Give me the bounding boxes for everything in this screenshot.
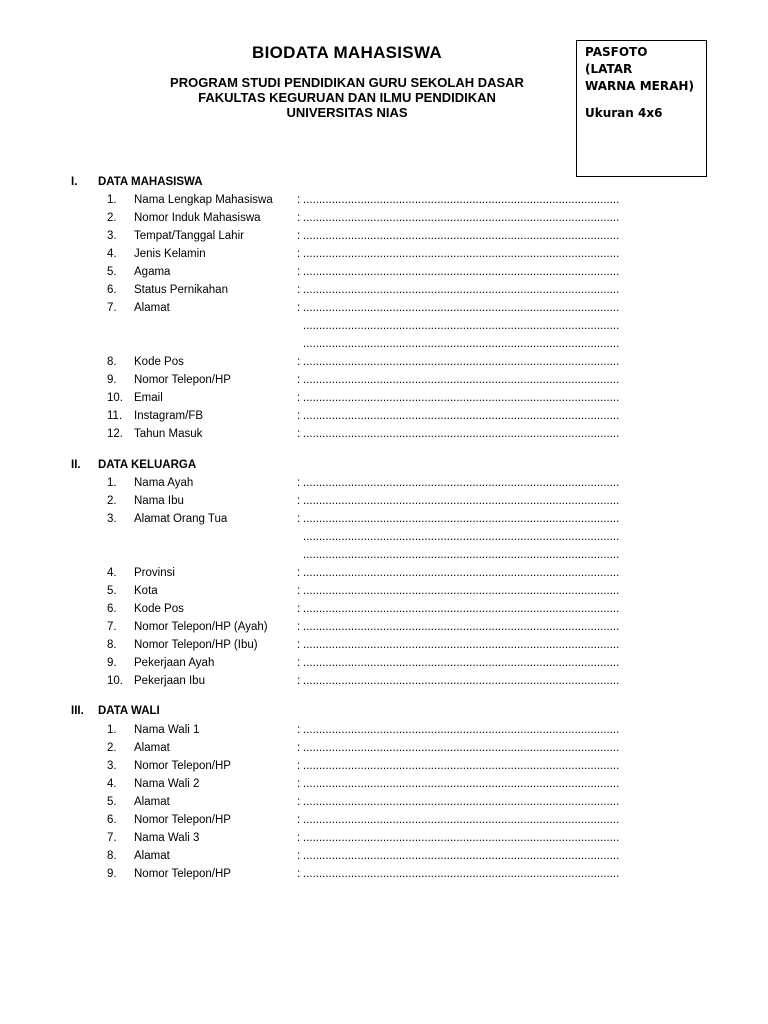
field-label: Nama Lengkap Mahasiswa [134, 194, 273, 206]
field-colon: : [297, 621, 301, 633]
field-colon: : [297, 868, 301, 880]
subtitle-line-university: UNIVERSITAS NIAS [286, 105, 408, 120]
field-number: 10. [107, 675, 123, 687]
field-number: 3. [107, 513, 117, 525]
field-number: 9. [107, 868, 117, 880]
fill-in-dotted-line[interactable]: ................................................................................................... [303, 374, 620, 386]
field-label: Jenis Kelamin [134, 248, 206, 260]
fill-in-dotted-line[interactable]: ................................................................................................... [303, 392, 620, 404]
field-label: Nomor Telepon/HP (Ibu) [134, 639, 258, 651]
fill-in-dotted-line[interactable]: ................................................................................................... [303, 639, 620, 651]
field-label: Nomor Telepon/HP [134, 814, 231, 826]
fill-in-dotted-line[interactable]: ................................................................................................... [303, 657, 620, 669]
section-number: I. [71, 176, 78, 188]
field-label: Nomor Telepon/HP [134, 374, 231, 386]
field-label: Nama Ayah [134, 477, 194, 489]
section-heading-wali [71, 705, 160, 717]
photo-label-line2: WARNA MERAH) [585, 79, 694, 93]
field-label: Nomor Telepon/HP [134, 868, 231, 880]
field-colon: : [297, 760, 301, 772]
section-number: II. [71, 459, 81, 471]
field-label: Instagram/FB [134, 410, 204, 422]
field-colon: : [297, 850, 301, 862]
fill-in-dotted-line[interactable]: ................................................................................................... [303, 266, 620, 278]
fill-in-dotted-line[interactable]: ................................................................................................... [303, 567, 620, 579]
field-label: Tempat/Tanggal Lahir [134, 230, 244, 242]
field-number: 4. [107, 248, 117, 260]
field-label: Alamat [134, 850, 170, 862]
field-number: 7. [107, 832, 117, 844]
field-label: Nomor Telepon/HP (Ayah) [134, 621, 268, 633]
field-colon: : [297, 796, 301, 808]
field-colon: : [297, 230, 301, 242]
fill-in-dotted-line[interactable]: ................................................................................................... [303, 814, 620, 826]
fill-in-dotted-line[interactable]: ................................................................................................... [303, 760, 620, 772]
fill-in-dotted-line[interactable]: ................................................................................................... [303, 621, 620, 633]
fill-in-dotted-line[interactable]: ................................................................................................... [303, 778, 620, 790]
field-colon: : [297, 567, 301, 579]
fill-in-dotted-line-continuation[interactable]: ................................................................................................... [303, 531, 620, 543]
fill-in-dotted-line[interactable]: ................................................................................................... [303, 585, 620, 597]
fill-in-dotted-line[interactable]: ................................................................................................... [303, 477, 620, 489]
fill-in-dotted-line-continuation[interactable]: ................................................................................................... [303, 549, 620, 561]
field-label: Nama Wali 1 [134, 724, 200, 736]
photo-size-label: Ukuran 4x6 [585, 106, 663, 120]
field-label: Nama Wali 2 [134, 778, 200, 790]
field-number: 1. [107, 477, 117, 489]
fill-in-dotted-line[interactable]: ................................................................................................... [303, 675, 620, 687]
field-colon: : [297, 724, 301, 736]
section-heading-keluarga [71, 459, 196, 471]
field-label: Provinsi [134, 567, 175, 579]
field-colon: : [297, 513, 301, 525]
fill-in-dotted-line[interactable]: ................................................................................................... [303, 230, 620, 242]
fill-in-dotted-line[interactable]: ................................................................................................... [303, 284, 620, 296]
field-number: 5. [107, 266, 117, 278]
field-number: 8. [107, 639, 117, 651]
field-label: Nomor Induk Mahasiswa [134, 212, 261, 224]
field-number: 7. [107, 302, 117, 314]
field-label: Nomor Telepon/HP [134, 760, 231, 772]
field-colon: : [297, 657, 301, 669]
field-number: 10. [107, 392, 123, 404]
field-label: Alamat Orang Tua [134, 513, 228, 525]
field-colon: : [297, 266, 301, 278]
field-number: 5. [107, 796, 117, 808]
fill-in-dotted-line[interactable]: ................................................................................................... [303, 248, 620, 260]
field-colon: : [297, 374, 301, 386]
fill-in-dotted-line-continuation[interactable]: ................................................................................................... [303, 338, 620, 350]
field-number: 8. [107, 850, 117, 862]
field-number: 3. [107, 230, 117, 242]
field-number: 7. [107, 621, 117, 633]
field-number: 11. [107, 410, 123, 422]
fill-in-dotted-line[interactable]: ................................................................................................... [303, 495, 620, 507]
field-colon: : [297, 742, 301, 754]
field-colon: : [297, 194, 301, 206]
section-heading-mahasiswa [71, 176, 203, 188]
fill-in-dotted-line[interactable]: ................................................................................................... [303, 302, 620, 314]
field-label: Nama Ibu [134, 495, 184, 507]
field-number: 1. [107, 724, 117, 736]
field-colon: : [297, 814, 301, 826]
fill-in-dotted-line[interactable]: ................................................................................................... [303, 513, 620, 525]
field-number: 4. [107, 778, 117, 790]
field-number: 6. [107, 814, 117, 826]
field-colon: : [297, 603, 301, 615]
field-number: 9. [107, 374, 117, 386]
field-colon: : [297, 832, 301, 844]
field-colon: : [297, 585, 301, 597]
section-number: III. [71, 705, 84, 717]
field-label: Status Pernikahan [134, 284, 228, 296]
field-label: Agama [134, 266, 171, 278]
field-number: 2. [107, 212, 117, 224]
field-number: 9. [107, 657, 117, 669]
fill-in-dotted-line[interactable]: ................................................................................................... [303, 742, 620, 754]
fill-in-dotted-line[interactable]: ................................................................................................... [303, 356, 620, 368]
fill-in-dotted-line[interactable]: ................................................................................................... [303, 194, 620, 206]
fill-in-dotted-line[interactable]: ................................................................................................... [303, 868, 620, 880]
field-number: 5. [107, 585, 117, 597]
field-colon: : [297, 675, 301, 687]
subtitle-line-program: PROGRAM STUDI PENDIDIKAN GURU SEKOLAH DASAR [170, 75, 524, 90]
field-label: Tahun Masuk [134, 428, 203, 440]
section-title: DATA WALI [98, 705, 160, 717]
fill-in-dotted-line[interactable]: ................................................................................................... [303, 410, 620, 422]
fill-in-dotted-line[interactable]: ................................................................................................... [303, 850, 620, 862]
field-colon: : [297, 639, 301, 651]
photo-placeholder-box [576, 40, 707, 177]
field-colon: : [297, 495, 301, 507]
field-colon: : [297, 284, 301, 296]
field-colon: : [297, 248, 301, 260]
field-label: Kota [134, 585, 158, 597]
field-label: Kode Pos [134, 356, 184, 368]
field-number: 8. [107, 356, 117, 368]
field-colon: : [297, 410, 301, 422]
field-label: Alamat [134, 796, 170, 808]
fill-in-dotted-line[interactable]: ................................................................................................... [303, 603, 620, 615]
field-number: 4. [107, 567, 117, 579]
section-title: DATA KELUARGA [98, 459, 197, 471]
field-label: Email [134, 392, 163, 404]
fill-in-dotted-line[interactable]: ................................................................................................... [303, 796, 620, 808]
field-number: 2. [107, 742, 117, 754]
field-number: 3. [107, 760, 117, 772]
field-number: 6. [107, 284, 117, 296]
field-number: 2. [107, 495, 117, 507]
field-label: Kode Pos [134, 603, 184, 615]
form-title: BIODATA MAHASISWA [252, 43, 442, 62]
fill-in-dotted-line[interactable]: ................................................................................................... [303, 212, 620, 224]
field-colon: : [297, 392, 301, 404]
fill-in-dotted-line[interactable]: ................................................................................................... [303, 428, 620, 440]
field-colon: : [297, 212, 301, 224]
section-title: DATA MAHASISWA [98, 176, 203, 188]
fill-in-dotted-line[interactable]: ................................................................................................... [303, 832, 620, 844]
field-number: 6. [107, 603, 117, 615]
field-colon: : [297, 356, 301, 368]
fill-in-dotted-line-continuation[interactable]: ................................................................................................... [303, 320, 620, 332]
field-colon: : [297, 778, 301, 790]
subtitle-line-faculty: FAKULTAS KEGURUAN DAN ILMU PENDIDIKAN [198, 90, 496, 105]
photo-label-line1: PASFOTO (LATAR [585, 45, 648, 76]
field-colon: : [297, 477, 301, 489]
field-label: Alamat [134, 742, 170, 754]
fill-in-dotted-line[interactable]: ................................................................................................... [303, 724, 620, 736]
field-colon: : [297, 302, 301, 314]
form-subtitle [137, 75, 557, 120]
field-label: Pekerjaan Ibu [134, 675, 205, 687]
field-label: Nama Wali 3 [134, 832, 200, 844]
field-label: Alamat [134, 302, 170, 314]
field-label: Pekerjaan Ayah [134, 657, 215, 669]
field-colon: : [297, 428, 301, 440]
field-number: 1. [107, 194, 117, 206]
field-number: 12. [107, 428, 123, 440]
